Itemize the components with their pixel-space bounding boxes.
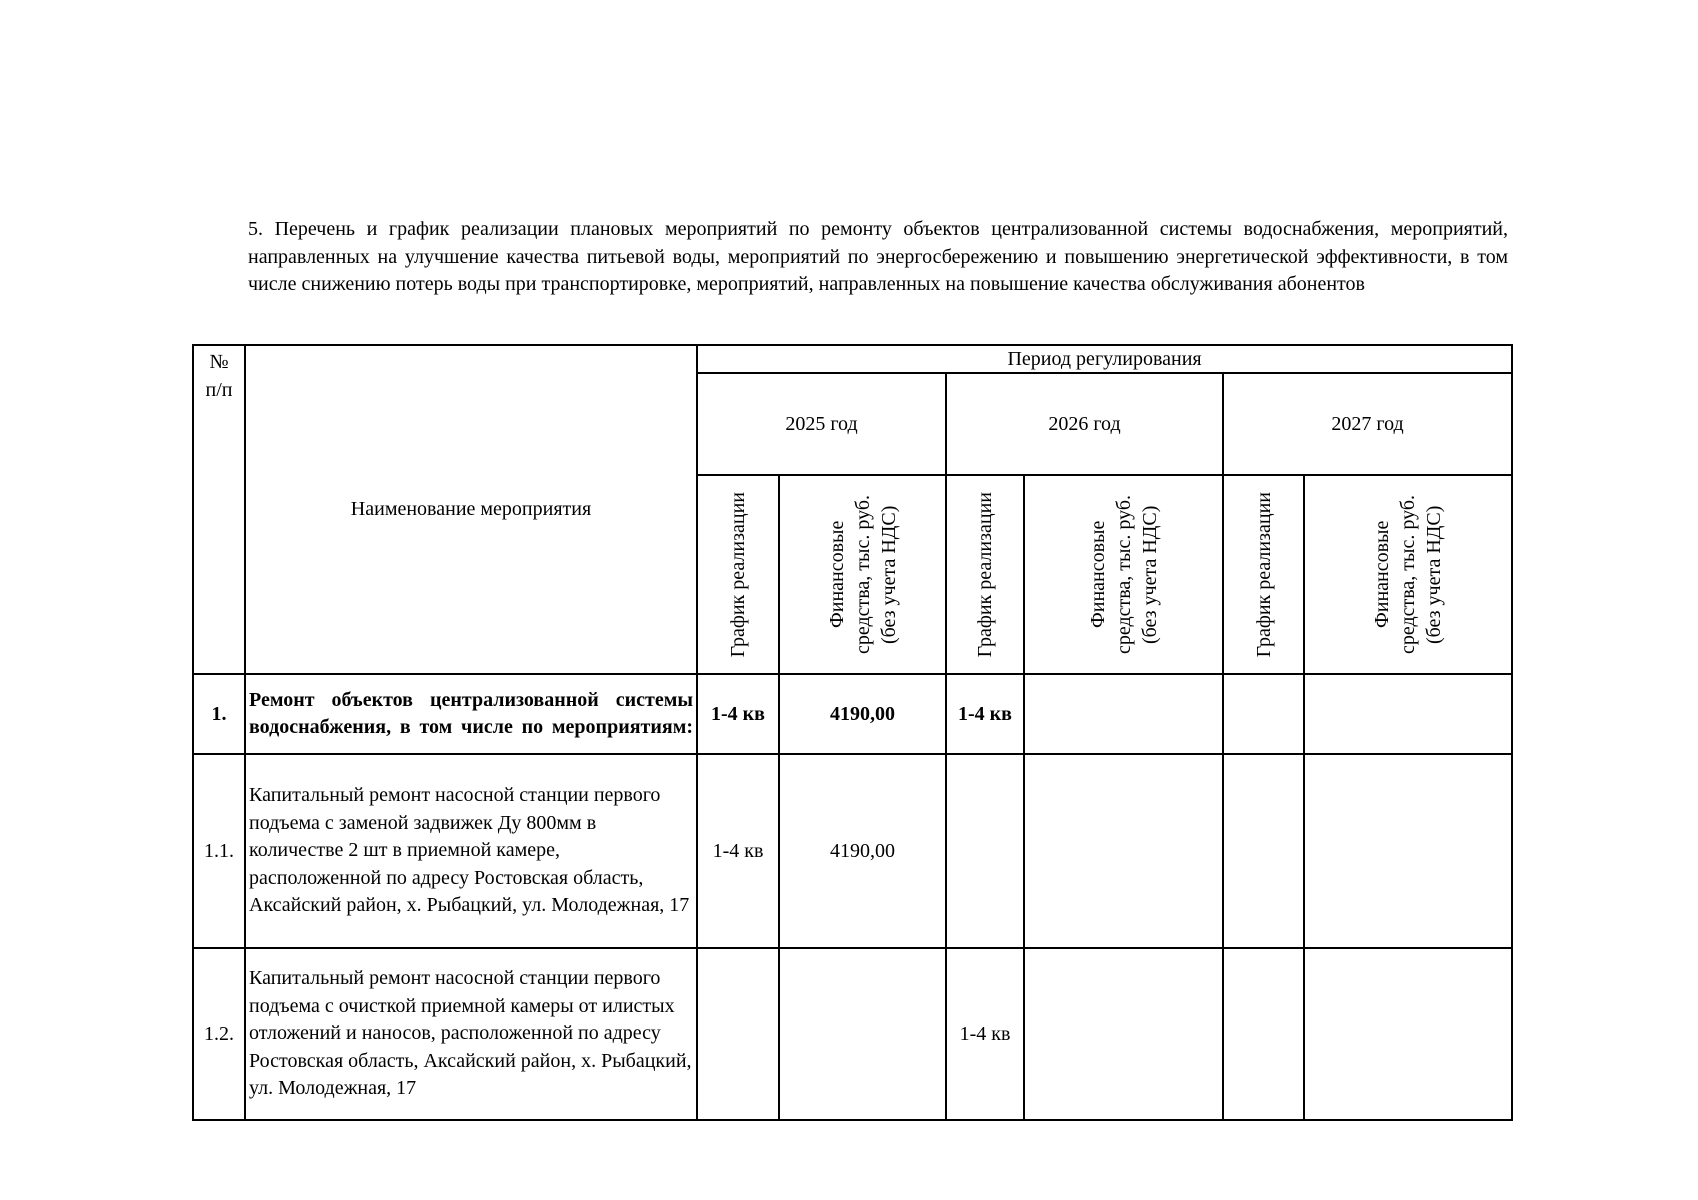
header-finance-2025: Финансовые средства, тыс. руб. (без учета НДС)	[779, 475, 946, 674]
header-year-2026: 2026 год	[946, 373, 1223, 475]
row-2025-finance: 4190,00	[779, 754, 946, 948]
row-2026-finance	[1024, 674, 1223, 754]
row-number: 1.	[193, 674, 245, 754]
header-name-label: Наименование мероприятия	[350, 498, 592, 520]
row-2027-schedule	[1223, 948, 1304, 1120]
header-schedule-2027: График реализации	[1223, 475, 1304, 674]
row-number: 1.1.	[193, 754, 245, 948]
header-year-2027: 2027 год	[1223, 373, 1512, 475]
table-row	[193, 948, 1512, 1120]
row-name: Капитальный ремонт насосной станции первого подъема с очисткой приемной камеры от илистых отложений и наносов, расположенной по адресу Ростовская область, Аксайский район, х. Рыбацкий, ул. Молодежная, 17	[245, 948, 697, 1120]
row-2026-schedule	[946, 754, 1024, 948]
header-finance-2026: Финансовые средства, тыс. руб. (без учета НДС)	[1024, 475, 1223, 674]
header-finance-2027: Финансовые средства, тыс. руб. (без учета НДС)	[1304, 475, 1512, 674]
header-number-label: № п/п	[205, 351, 233, 401]
row-2025-finance	[779, 948, 946, 1120]
header-name	[245, 345, 697, 674]
header-schedule-2026: График реализации	[946, 475, 1024, 674]
row-2027-schedule	[1223, 674, 1304, 754]
row-number: 1.2.	[193, 948, 245, 1120]
row-2027-schedule	[1223, 754, 1304, 948]
row-2027-finance	[1304, 948, 1512, 1120]
row-2025-schedule: 1-4 кв	[697, 674, 779, 754]
table-row	[193, 674, 1512, 754]
row-2025-finance: 4190,00	[779, 674, 946, 754]
row-2026-schedule: 1-4 кв	[946, 674, 1024, 754]
row-2026-finance	[1024, 948, 1223, 1120]
header-period: Период регулирования	[697, 345, 1512, 373]
header-number	[193, 345, 245, 674]
row-2026-finance	[1024, 754, 1223, 948]
row-2025-schedule	[697, 948, 779, 1120]
row-2026-schedule: 1-4 кв	[946, 948, 1024, 1120]
row-name: Капитальный ремонт насосной станции первого подъема с заменой задвижек Ду 800мм в количестве 2 шт в приемной камере, расположенной по адресу Ростовская область, Аксайский район, х. Рыбацкий, ул. Молодежная, 17	[245, 754, 697, 948]
row-name: Ремонт объектов централизованной системы водоснабжения, в том числе по мероприятиям:	[245, 674, 697, 754]
header-year-2025: 2025 год	[697, 373, 946, 475]
section-heading: 5. Перечень и график реализации плановых мероприятий по ремонту объектов централизованной системы водоснабжения, мероприятий, направленных на улучшение качества питьевой воды, мероприятий по энергосбережению и повышению энергетической эффективности, в том числе снижению потерь воды при транспортировке, мероприятий, направленных на повышение качества обслуживания абонентов	[248, 218, 1508, 295]
plan-table	[192, 344, 1513, 1121]
row-2027-finance	[1304, 674, 1512, 754]
table-row	[193, 754, 1512, 948]
row-2025-schedule: 1-4 кв	[697, 754, 779, 948]
header-schedule-2025: График реализации	[697, 475, 779, 674]
row-2027-finance	[1304, 754, 1512, 948]
